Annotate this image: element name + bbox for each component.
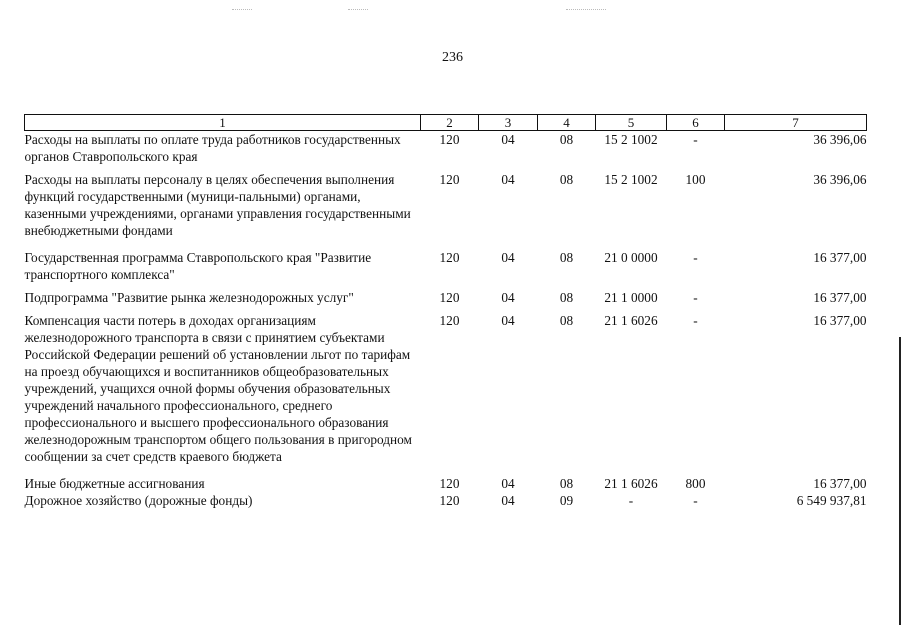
table-row — [25, 306, 867, 465]
row-col-7: 16 377,00 — [813, 250, 867, 265]
row-col-6: - — [693, 313, 698, 328]
row-name: Расходы на выплаты по оплате труда работников государственных органов Ставропольского края — [24, 132, 401, 164]
row-col-5: 21 1 6026 — [604, 313, 658, 328]
row-col-6: - — [693, 290, 698, 305]
row-col-4: 09 — [559, 493, 574, 508]
row-col-6: - — [693, 493, 698, 508]
budget-table — [24, 114, 867, 509]
header-col-2: 2 — [421, 115, 479, 131]
row-col-2: 120 — [439, 313, 460, 328]
row-name: Иные бюджетные ассигнования — [24, 476, 205, 491]
row-col-6: - — [693, 132, 698, 147]
page-number: 236 — [442, 50, 463, 65]
row-col-7: 6 549 937,81 — [796, 493, 867, 508]
row-name: Подпрограмма "Развитие рынка железнодорожных услуг" — [24, 290, 354, 305]
table-row — [25, 283, 867, 306]
row-col-3: 04 — [501, 290, 515, 305]
row-col-5: 15 2 1002 — [604, 172, 658, 187]
table-row — [25, 492, 867, 509]
header-row — [25, 115, 867, 131]
row-col-6: 800 — [685, 476, 706, 491]
row-col-7: 16 377,00 — [813, 476, 867, 491]
scan-artifact-right — [566, 9, 606, 11]
row-col-6: 100 — [685, 172, 706, 187]
scan-artifact-left — [232, 9, 252, 11]
row-name: Дорожное хозяйство (дорожные фонды) — [24, 493, 253, 508]
scan-artifact-center — [348, 9, 368, 11]
row-name: Компенсация части потерь в доходах организациям железнодорожного транспорта в связи с принятием субъектами Российской Федерации решений об установлении льгот по тарифам на проезд обучающихся и воспитанников общеобразовательных учреждений, учащихся очной формы обучения образовательных учреждений начального профессионального, среднего профессионального и высшего профессионального образования железнодорожным транспортом общего пользования в пригородном сообщении за счет средств краевого бюджета — [24, 313, 412, 464]
row-col-7: 36 396,06 — [813, 132, 867, 147]
row-col-3: 04 — [501, 172, 515, 187]
table-row — [25, 165, 867, 239]
row-col-3: 04 — [501, 493, 515, 508]
row-name: Расходы на выплаты персоналу в целях обеспечения выполнения функций государственными (муници-пальными) органами, казенными учреждениями, органами управления государственными внебюджетными фондами — [24, 172, 411, 238]
row-col-5: - — [628, 493, 634, 508]
table-row — [25, 131, 867, 166]
row-col-2: 120 — [439, 493, 460, 508]
row-col-3: 04 — [501, 132, 515, 147]
row-col-5: 21 1 0000 — [604, 290, 658, 305]
row-col-4: 08 — [559, 290, 574, 305]
row-col-2: 120 — [439, 250, 460, 265]
row-col-2: 120 — [439, 290, 460, 305]
row-col-3: 04 — [501, 476, 515, 491]
table-row — [25, 465, 867, 492]
row-col-2: 120 — [439, 132, 460, 147]
row-col-4: 08 — [559, 476, 574, 491]
row-col-4: 08 — [559, 172, 574, 187]
scan-edge-line — [899, 337, 901, 625]
row-col-4: 08 — [559, 132, 574, 147]
header-col-1: 1 — [25, 115, 421, 131]
table-row — [25, 239, 867, 283]
header-col-3: 3 — [479, 115, 538, 131]
row-col-2: 120 — [439, 172, 460, 187]
row-col-5: 21 1 6026 — [604, 476, 658, 491]
header-col-7: 7 — [725, 115, 867, 131]
header-col-5: 5 — [596, 115, 667, 131]
row-col-2: 120 — [439, 476, 460, 491]
row-col-7: 16 377,00 — [813, 290, 867, 305]
row-col-5: 15 2 1002 — [604, 132, 658, 147]
row-col-3: 04 — [501, 313, 515, 328]
header-col-4: 4 — [538, 115, 596, 131]
row-col-5: 21 0 0000 — [604, 250, 658, 265]
header-col-6: 6 — [667, 115, 725, 131]
row-col-6: - — [693, 250, 698, 265]
row-col-7: 36 396,06 — [813, 172, 867, 187]
row-name: Государственная программа Ставропольского края "Развитие транспортного комплекса" — [24, 250, 372, 282]
row-col-4: 08 — [559, 250, 574, 265]
row-col-7: 16 377,00 — [813, 313, 867, 328]
row-col-3: 04 — [501, 250, 515, 265]
row-col-4: 08 — [559, 313, 574, 328]
